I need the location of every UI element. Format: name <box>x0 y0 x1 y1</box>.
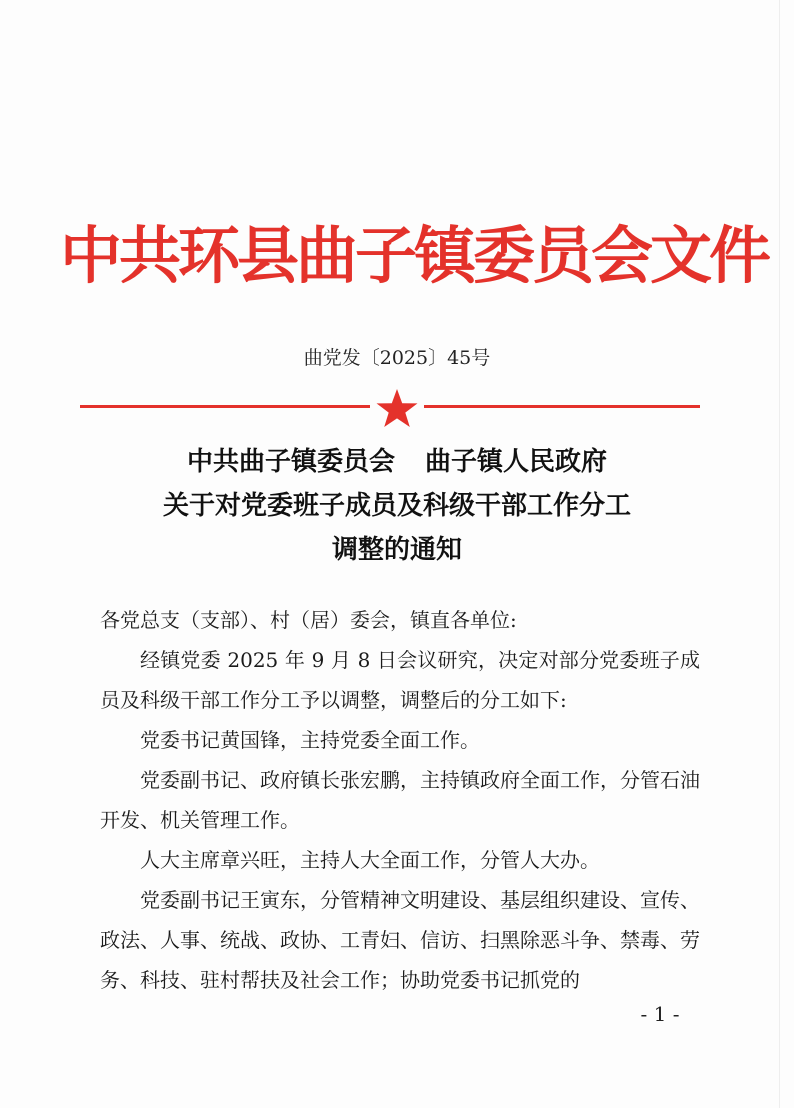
issuer-town-government: 曲子镇人民政府 <box>425 447 608 477</box>
document-number: 曲党发〔2025〕45号 <box>303 347 491 369</box>
issuer-party-committee: 中共曲子镇委员会 <box>186 447 395 477</box>
body-paragraph: 经镇党委 2025 年 9 月 8 日会议研究，决定对部分党委班子成员及科级干部工作分工予以调整，调整后的分工如下: <box>100 648 700 712</box>
notice-title-line-2: 关于对党委班子成员及科级干部工作分工 <box>162 491 631 521</box>
star-icon-shape <box>374 388 420 428</box>
body-paragraph: 人大主席章兴旺，主持人大全面工作，分管人大办。 <box>140 848 600 872</box>
body-paragraph: 党委副书记王寅东，分管精神文明建设、基层组织建设、宣传、政法、人事、统战、政协、工青妇、信访、扫黑除恶斗争、禁毒、劳务、科技、驻村帮扶及社会工作；协助党委书记抓党的 <box>100 888 700 992</box>
document-header-title: 中共环县曲子镇委员会文件 <box>60 219 769 292</box>
red-divider-left <box>80 405 370 408</box>
notice-title-line-1 <box>0 440 794 484</box>
star-icon <box>374 388 420 428</box>
red-divider-right <box>424 405 700 408</box>
salutation: 各党总支（支部）、村（居）委会，镇直各单位: <box>100 608 517 632</box>
notice-title-line-3: 调整的通知 <box>331 535 462 565</box>
page-number: - 1 - <box>640 1002 680 1026</box>
notice-title <box>0 440 794 572</box>
body-paragraph: 党委书记黄国锋，主持党委全面工作。 <box>140 728 480 752</box>
document-body <box>100 600 700 1000</box>
scan-edge-line <box>779 0 780 1108</box>
body-paragraph: 党委副书记、政府镇长张宏鹏，主持镇政府全面工作，分管石油开发、机关管理工作。 <box>100 768 700 832</box>
